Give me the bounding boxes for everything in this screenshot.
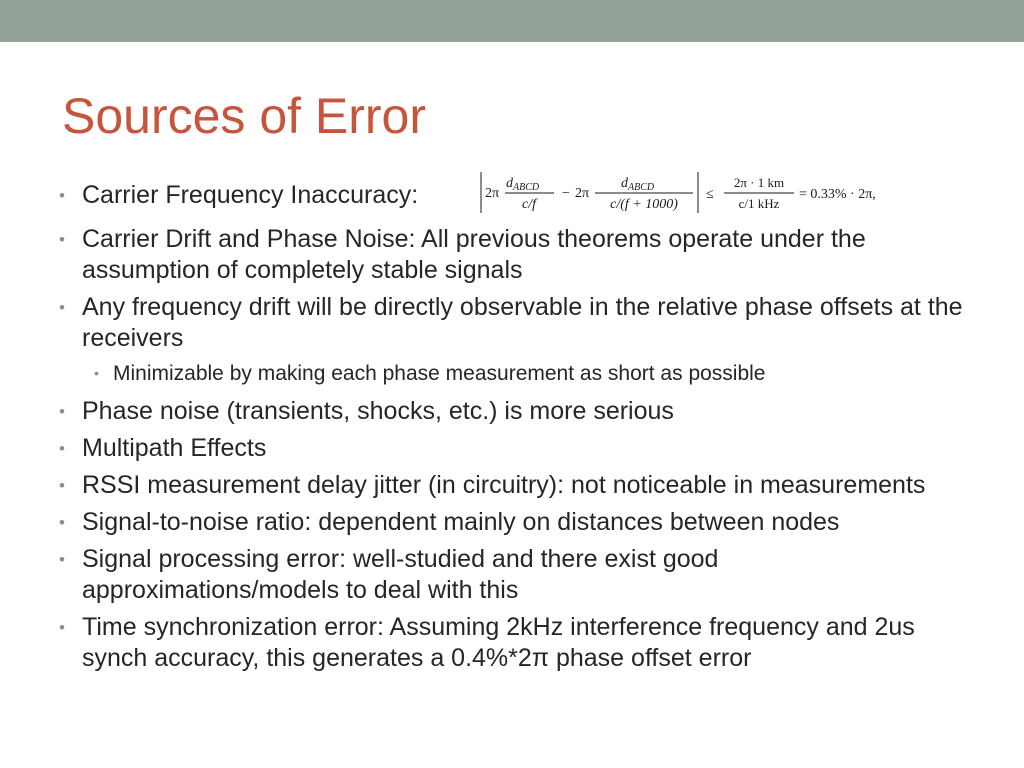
bullet-text: Signal-to-noise ratio: dependent mainly on distances between nodes — [82, 508, 840, 536]
bullet-multipath — [0, 433, 1024, 464]
top-accent-band — [0, 0, 1024, 42]
bullet-carrier-frequency — [0, 175, 1024, 218]
bullet-signal-processing — [0, 544, 1024, 606]
formula-den1: c/f — [522, 197, 536, 212]
bullet-text: Time synchronization error: Assuming 2kHz interference frequency and 2us synch accuracy, this generates a 0.4%*2π phase offset error — [82, 613, 915, 672]
formula-coef1: 2π — [485, 186, 500, 201]
bullet-text: Phase noise (transients, shocks, etc.) is more serious — [82, 397, 674, 425]
formula-num2: $d_{ABCD}$ — [621, 176, 655, 193]
bullet-snr — [0, 507, 1024, 538]
bullet-carrier-drift — [0, 224, 1024, 286]
bullet-text: RSSI measurement delay jitter (in circuitry): not noticeable in measurements — [82, 471, 926, 499]
formula-rhs-den: c/1 kHz — [738, 196, 780, 211]
formula-result: = 0.33% · 2π, — [799, 187, 876, 202]
bullet-text: Carrier Frequency Inaccuracy: — [82, 181, 419, 209]
formula-den2: c/(f + 1000) — [610, 197, 678, 212]
bullet-rssi-jitter — [0, 470, 1024, 501]
bullet-phase-noise — [0, 396, 1024, 427]
formula-minus: − — [562, 186, 570, 201]
formula-leq: ≤ — [706, 187, 714, 202]
formula-coef2: 2π — [575, 186, 590, 201]
sub-bullet-minimizable — [0, 360, 1024, 387]
bullet-text: Minimizable by making each phase measurement as short as possible — [113, 362, 766, 385]
formula-num1: $d_{ABCD}$ — [506, 176, 540, 193]
slide-title: Sources of Error — [62, 88, 427, 144]
bullet-text: Signal processing error: well-studied and there exist good approximations/models to deal with this — [82, 545, 719, 604]
frequency-error-formula — [478, 168, 903, 218]
formula-rhs-num: 2π · 1 km — [733, 175, 785, 190]
bullet-text: Any frequency drift will be directly observable in the relative phase offsets at the receivers — [82, 293, 963, 352]
bullet-list — [0, 175, 1024, 680]
bullet-frequency-drift — [0, 292, 1024, 354]
bullet-text: Multipath Effects — [82, 434, 267, 462]
bullet-time-sync — [0, 612, 1024, 674]
bullet-text: Carrier Drift and Phase Noise: All previous theorems operate under the assumption of completely stable signals — [82, 225, 866, 284]
